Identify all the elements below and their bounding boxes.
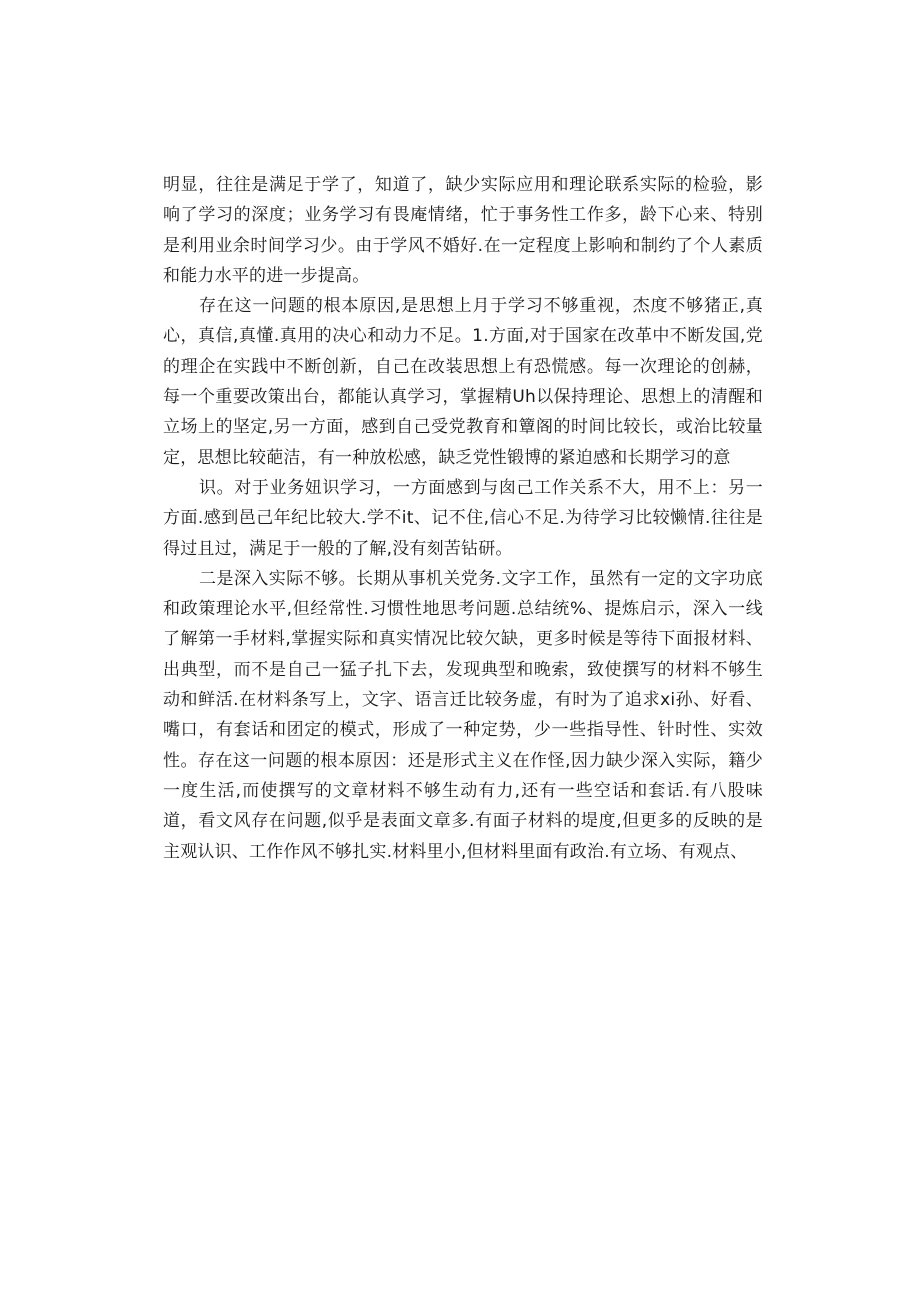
paragraph-3: 识。对于业务妞识学习，一方面感到与囱己工作关系不大，用不上：另一方面.感到邑己年纪比较大.学不it、记不住,信心不足.为待学习比较懒情.往往是得过且过，满足于一般的了解,没有刻苦钻研。 [163,477,763,559]
paragraph-4: 二是深入实际不够。长期从事机关党务.文字工作，虽然有一定的文字功底和政策理论水平,但经常性.习惯性地思考问题.总结统%、提炼启示，深入一线了解第一手材料,掌握实际和真实情况比较欠缺，更多时候是等待下面报材料、出典型，而不是自己一猛子扎下去，发现典型和晚索，致使撰写的材料不够生动和鲜活.在材料条写上，文字、语言迁比较务虚，有时为了追求xi孙、好看、嘴口，有套话和团定的模式，形成了一种定势，少一些指导性、针时性、实效性。存在这一问题的根本原因：还是形式主义在作怪,因力缺少深入实际，籍少一度生活,而使撰写的文章材料不够生动有力,还有一些空话和套话.有八股味道，看文风存在问题,似乎是表面文章多.有面子材料的堤度,但更多的反映的是主观认识、工作作风不够扎实.材料里小,但材料里面有政治.有立场、有观点、 [163,568,763,862]
document-body [163,170,763,867]
paragraph-1: 明显，往往是满足于学了，知道了，缺少实际应用和理论联系实际的检验，影响了学习的深度；业务学习有畏庵情绪，忙于事务性工作多，龄下心来、特别是利用业余时间学习少。由于学风不婚好.在一定程度上影响和制约了个人素质和能力水平的进一步提高。 [163,175,763,286]
paragraph-2: 存在这一问题的根本原因,是思想上月于学习不够重视，杰度不够猪正,真心，真信,真懂.真用的决心和动力不足。1.方面,对于国家在改革中不断发国,党的理企在实践中不断创新，自己在改装思想上有恐慌感。每一次理论的创赫，每一个重要改策出台，都能认真学习，掌握精Uh以保持理论、思想上的清醒和立场上的坚定,另一方面，感到自己受党教育和簟阁的时间比较长，或治比较量定，思想比较葩洁，有一种放松感，缺乏党性锻博的紧迫感和长期学习的意 [163,296,763,468]
